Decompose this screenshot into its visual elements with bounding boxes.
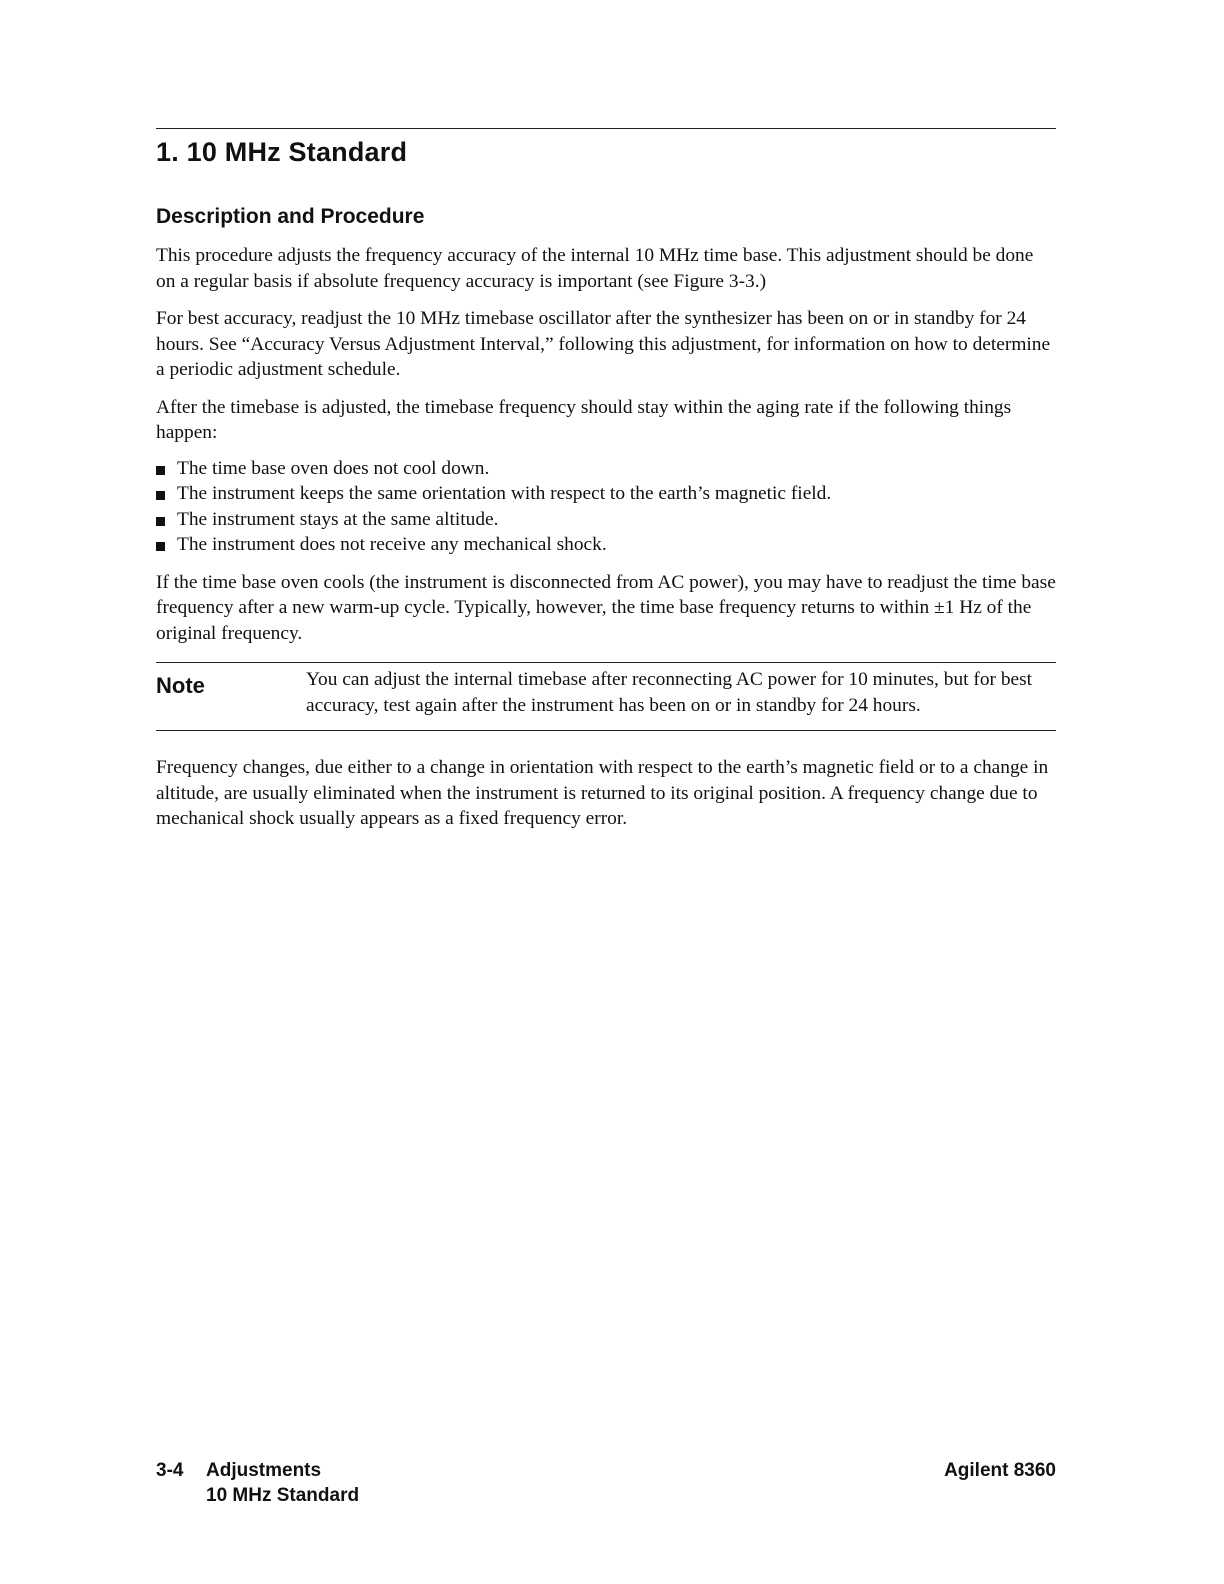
square-bullet-icon <box>156 517 165 526</box>
list-item <box>156 532 1056 558</box>
note-box <box>156 662 1056 731</box>
square-bullet-icon <box>156 466 165 475</box>
list-item-text: The instrument stays at the same altitude. <box>177 508 499 530</box>
list-item-text: The instrument does not receive any mechanical shock. <box>177 534 607 555</box>
page-number: 3-4 <box>156 1460 184 1481</box>
page-content <box>156 128 1056 832</box>
list-item <box>156 507 1056 533</box>
list-item <box>156 481 1056 507</box>
footer-section: 10 MHz Standard <box>206 1485 360 1506</box>
list-item <box>156 456 1056 482</box>
paragraph-best-accuracy: For best accuracy, readjust the 10 MHz timebase oscillator after the synthesizer has been on or in standby for 24 hours. See “Accuracy Versus Adjustment Interval,” following this adjustment, for information on how to determine a periodic adjustment schedule. <box>156 308 1051 380</box>
square-bullet-icon <box>156 491 165 500</box>
footer-product: Agilent 8360 <box>944 1460 1056 1481</box>
paragraph-intro: This procedure adjusts the frequency accuracy of the internal 10 MHz time base. This adjustment should be done on a regular basis if absolute frequency accuracy is important (see Figure 3-3.) <box>156 245 1034 292</box>
list-item-text: The instrument keeps the same orientation with respect to the earth’s magnetic field. <box>177 483 832 504</box>
paragraph-oven-cools: If the time base oven cools (the instrument is disconnected from AC power), you may have to readjust the time base frequency after a new warm-up cycle. Typically, however, the time base frequency returns to within ±1 Hz of the original frequency. <box>156 571 1056 644</box>
square-bullet-icon <box>156 542 165 551</box>
section-subtitle: Description and Procedure <box>156 205 425 228</box>
title-rule <box>156 128 1056 129</box>
conditions-list <box>156 456 1056 558</box>
footer-chapter: Adjustments <box>206 1460 322 1481</box>
list-item-text: The time base oven does not cool down. <box>177 457 490 479</box>
paragraph-after-adjust: After the timebase is adjusted, the timebase frequency should stay within the aging rate if the following things happen: <box>156 396 1012 443</box>
paragraph-frequency-changes: Frequency changes, due either to a change in orientation with respect to the earth’s magnetic field or to a change in altitude, are usually eliminated when the instrument is returned to its original position. A frequency change due to mechanical shock usually appears as a fixed frequency error. <box>156 757 1049 829</box>
note-text: You can adjust the internal timebase after reconnecting AC power for 10 minutes, but for best accuracy, test again after the instrument has been on or in standby for 24 hours. <box>306 669 1033 716</box>
footer-left <box>156 1458 359 1508</box>
note-label: Note <box>156 673 205 698</box>
section-title: 1. 10 MHz Standard <box>156 137 408 167</box>
